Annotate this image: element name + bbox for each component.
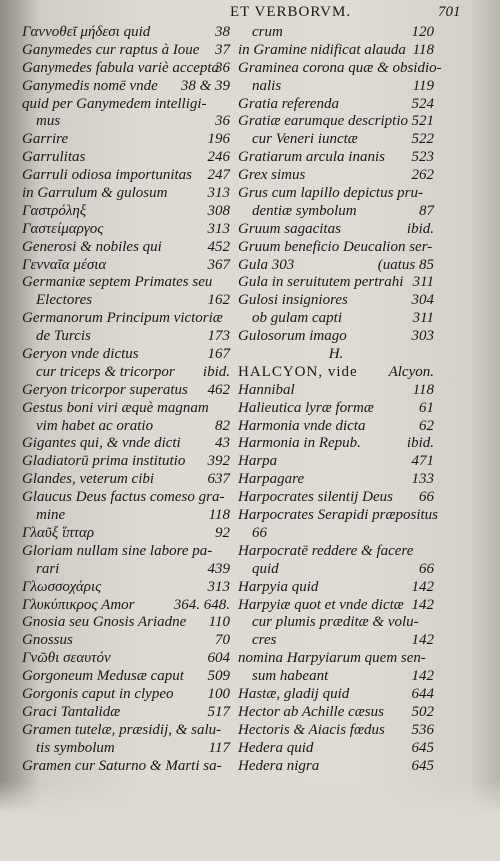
- index-entry-term: Harpa: [238, 453, 278, 470]
- index-entry-page-ref: Alcyon.: [388, 363, 434, 380]
- index-entry-page-ref: 37: [215, 41, 230, 58]
- index-entry-page-ref: 100: [207, 685, 230, 702]
- index-entry-page-ref: 43: [215, 435, 230, 452]
- index-entry: [22, 507, 230, 525]
- index-entry-term: nalis: [252, 77, 282, 94]
- index-entry-term: HALCYON, vide: [238, 363, 358, 380]
- index-entry-term: Geryon vnde dictus: [22, 346, 139, 363]
- index-entry-term: Hedera nigra: [238, 757, 320, 774]
- index-entry-term: Gulosorum imago: [238, 328, 347, 345]
- index-entry-page-ref: 304: [411, 292, 434, 309]
- index-entry-term: Γαννοθεῖ μήδεσι quid: [22, 24, 151, 40]
- index-entry: [238, 42, 434, 60]
- index-entry-page-ref: 119: [412, 77, 434, 94]
- index-entry: [238, 418, 434, 436]
- index-entry-term: Gorgoneum Medusæ caput: [22, 668, 184, 685]
- index-entry-term: Hannibal: [238, 381, 295, 398]
- index-entry-term: Γενναῖα μέσια: [22, 256, 107, 273]
- index-entry-term: Gnosia seu Gnosis Ariadne: [22, 614, 187, 631]
- index-entry-page-ref: 38 & 39: [180, 77, 230, 94]
- index-entry: [238, 221, 434, 239]
- index-entry-term: Γαστείμαργος: [22, 220, 104, 237]
- index-entry: [22, 203, 230, 221]
- index-entry-term: quid: [252, 560, 279, 577]
- index-entry-term: cur plumis præditæ & volu-: [252, 614, 419, 631]
- index-entry-term: Geryon tricorpor superatus: [22, 381, 188, 398]
- index-entry-term: Hedera quid: [238, 739, 314, 756]
- index-entry-page-ref: 142: [411, 668, 434, 685]
- index-entry: [238, 740, 434, 758]
- index-entry-term: cur triceps & tricorpor: [36, 363, 175, 380]
- index-entry: [238, 471, 434, 489]
- index-entry-term: Hectoris & Aiacis fœdus: [238, 721, 385, 738]
- index-entry: [238, 310, 434, 328]
- index-entry: [22, 418, 230, 436]
- index-entry-term: Gestus boni viri æquè magnam: [22, 399, 209, 416]
- index-entry-term: rari: [36, 560, 60, 577]
- index-entry-page-ref: ibid.: [202, 363, 230, 380]
- index-entry: [22, 489, 230, 507]
- index-entry: [238, 382, 434, 400]
- index-entry-page-ref: 167: [207, 346, 230, 363]
- index-entry-term: Harmonia in Repub.: [238, 435, 361, 452]
- index-entry-page-ref: 439: [207, 560, 230, 577]
- index-entry: [22, 221, 230, 239]
- index-entry-term: Harmonia vnde dicta: [238, 417, 366, 434]
- index-entry: [22, 686, 230, 704]
- index-entry-term: Ganymedes cur raptus à Ioue: [22, 41, 200, 58]
- index-entry: [22, 471, 230, 489]
- index-entry-page-ref: 311: [412, 274, 434, 291]
- index-entry: [22, 167, 230, 185]
- index-entry-term: Garrire: [22, 131, 69, 148]
- index-entry-term: tis symbolum: [36, 739, 115, 756]
- index-entry-page-ref: (uatus 85: [377, 256, 434, 273]
- index-entry: [238, 346, 434, 364]
- index-entry-term: Germaniæ septem Primates seu: [22, 274, 213, 291]
- index-entry: [22, 561, 230, 579]
- index-entry-term: de Turcis: [36, 328, 91, 345]
- index-entry: [238, 239, 434, 257]
- index-entry-term: vim habet ac oratio: [36, 417, 154, 434]
- index-entry-page-ref: 452: [207, 238, 230, 255]
- index-entry-term: cres: [252, 632, 277, 649]
- index-column-right: [238, 24, 442, 775]
- index-entry-term: Gnossus: [22, 632, 73, 649]
- index-entry-page-ref: 36: [215, 59, 230, 76]
- index-entry: [22, 239, 230, 257]
- index-entry: [22, 328, 230, 346]
- index-entry-term: mus: [36, 113, 61, 130]
- index-entry-page-ref: 509: [207, 668, 230, 685]
- index-entry-page-ref: 262: [411, 167, 434, 184]
- index-entry: [22, 24, 230, 42]
- index-entry-page-ref: 133: [411, 471, 434, 488]
- index-entry: [238, 149, 434, 167]
- index-entry-term: Gula 303: [238, 256, 295, 273]
- index-entry-term: Graci Tantalidæ: [22, 703, 121, 720]
- index-entry-page-ref: 502: [411, 703, 434, 720]
- index-entry: [22, 310, 230, 328]
- index-entry-term: Gruum beneficio Deucalion ser-: [238, 238, 433, 255]
- index-entry-term: Garrulitas: [22, 149, 86, 166]
- index-entry-page-ref: 645: [411, 757, 434, 774]
- index-entry-page-ref: ibid.: [406, 220, 434, 237]
- index-entry-page-ref: 246: [207, 149, 230, 166]
- index-entry-term: Gratiæ earumque descriptio: [238, 113, 408, 130]
- index-entry: [22, 758, 230, 776]
- index-entry-term: Graminea corona quæ & obsidio-: [238, 59, 442, 76]
- index-entry: [238, 96, 434, 114]
- index-entry-term: in Garrulum & gulosum: [22, 185, 168, 202]
- index-column-left: [22, 24, 230, 775]
- index-entry: [238, 453, 434, 471]
- index-entry-term: Halieutica lyræ formæ: [238, 399, 374, 416]
- index-entry-term: Gigantes qui, & vnde dicti: [22, 435, 181, 452]
- index-entry-term: Germanorum Principum victoriæ: [22, 310, 223, 327]
- index-entry: [22, 579, 230, 597]
- index-entry-page-ref: 367: [207, 256, 230, 273]
- index-entry-term: Glaucus Deus factus comeso gra-: [22, 489, 225, 506]
- index-entry: [238, 668, 434, 686]
- index-entry-page-ref: 536: [411, 721, 434, 738]
- index-entry-term: Gladiatorū prima institutio: [22, 453, 186, 470]
- page-number: 701: [438, 4, 461, 20]
- index-entry-page-ref: 303: [411, 328, 434, 345]
- index-entry: [22, 435, 230, 453]
- index-entry-page-ref: 313: [207, 220, 230, 237]
- index-entry-term: Gula in seruitutem pertrahi: [238, 274, 404, 291]
- index-entry-term: Gloriam nullam sine labore pa-: [22, 542, 213, 559]
- index-entry-page-ref: 62: [419, 417, 434, 434]
- index-entry-page-ref: 110: [208, 614, 230, 631]
- index-entry-term: H.: [328, 346, 344, 363]
- index-entry-term: Gramen tutelæ, præsidij, & salu-: [22, 721, 222, 738]
- index-entry: [22, 364, 230, 382]
- index-entry-page-ref: 87: [419, 202, 434, 219]
- index-entry-page-ref: 364. 648.: [173, 596, 230, 613]
- index-entry: [238, 579, 434, 597]
- index-entry: [238, 722, 434, 740]
- index-entry-page-ref: 462: [207, 381, 230, 398]
- index-entry: [22, 668, 230, 686]
- index-entry-term: in Gramine nidificat alauda: [238, 41, 406, 58]
- index-entry: [22, 96, 230, 114]
- index-entry-page-ref: 644: [411, 685, 434, 702]
- index-entry-page-ref: 313: [207, 185, 230, 202]
- index-entry: [22, 113, 230, 131]
- index-entry-term: crum: [252, 24, 283, 40]
- index-entry: [22, 60, 230, 78]
- index-entry-term: Γλαῦξ ἵπταρ: [22, 524, 95, 541]
- index-entry: [238, 650, 434, 668]
- page-bottom-margin: [0, 781, 500, 861]
- index-entry-page-ref: 117: [208, 739, 230, 756]
- index-entry-page-ref: 637: [207, 471, 230, 488]
- index-entry: [22, 131, 230, 149]
- index-entry-page-ref: 120: [411, 24, 434, 40]
- index-entry-term: Gratiarum arcula inanis: [238, 149, 385, 166]
- index-entry-term: Grex simus: [238, 167, 306, 184]
- index-entry: [238, 78, 434, 96]
- index-entry: [22, 42, 230, 60]
- index-entry-term: Harpocrates Serapidi præpositus: [238, 507, 439, 524]
- index-entry-term: Harpagare: [238, 471, 305, 488]
- index-entry-page-ref: 82: [215, 417, 230, 434]
- index-entry-term: Gruum sagacitas: [238, 220, 341, 237]
- index-entry-page-ref: 521: [411, 113, 434, 130]
- index-entry-page-ref: 118: [412, 41, 434, 58]
- index-entry: [22, 740, 230, 758]
- index-entry-page-ref: 173: [207, 328, 230, 345]
- index-entry-page-ref: 247: [207, 167, 230, 184]
- index-entry: [238, 59, 442, 78]
- index-entry-term: Gramen cur Saturno & Marti sa-: [22, 757, 222, 774]
- index-entry-term: nomina Harpyiarum quem sen-: [238, 650, 426, 667]
- index-entry: [22, 274, 230, 292]
- index-entry: [238, 274, 434, 292]
- index-entry: [22, 185, 230, 203]
- index-entry-term: Γαστρόληξ: [22, 202, 87, 219]
- index-entry: [238, 203, 434, 221]
- index-entry-page-ref: 66: [419, 489, 434, 506]
- index-entry-page-ref: 61: [419, 399, 434, 416]
- index-entry-term: Harpocrates silentij Deus: [238, 489, 393, 506]
- index-entry: [22, 400, 230, 418]
- index-entry: [238, 489, 434, 507]
- index-entry: [238, 167, 434, 185]
- index-entry-term: Grus cum lapillo depictus pru-: [238, 185, 423, 202]
- index-entry: [22, 650, 230, 668]
- index-entry-term: mine: [36, 507, 66, 524]
- index-entry-page-ref: 308: [207, 202, 230, 219]
- index-entry-page-ref: 142: [411, 578, 434, 595]
- index-entry-term: dentiæ symbolum: [252, 202, 357, 219]
- index-entry: [22, 346, 230, 364]
- index-entry-term: ob gulam capti: [252, 310, 342, 327]
- index-entry-page-ref: 517: [207, 703, 230, 720]
- index-entry-page-ref: 524: [411, 95, 434, 112]
- index-entry: [238, 435, 434, 453]
- index-entry-page-ref: 196: [207, 131, 230, 148]
- index-entry-term: Generosi & nobiles qui: [22, 238, 162, 255]
- index-entry-page-ref: ibid.: [406, 435, 434, 452]
- index-entry-page-ref: 311: [412, 310, 434, 327]
- index-entry: [22, 453, 230, 471]
- index-entry: [238, 758, 434, 776]
- index-entry: [22, 597, 230, 615]
- index-entry-term: Gratia referenda: [238, 95, 339, 112]
- index-entry: [238, 364, 434, 382]
- index-entry-page-ref: 471: [411, 453, 434, 470]
- index-entry-page-ref: 313: [207, 578, 230, 595]
- index-entry-page-ref: 92: [215, 524, 230, 541]
- index-entry-page-ref: 70: [215, 632, 230, 649]
- index-entry-page-ref: 36: [215, 113, 230, 130]
- index-entry-term: Γλυκύπικρος Amor: [22, 596, 135, 613]
- index-entry-page-ref: 645: [411, 739, 434, 756]
- running-head: ET VERBORVM.: [230, 4, 352, 20]
- index-entry-page-ref: 142: [411, 632, 434, 649]
- index-entry-term: Γλωσσοχάρις: [22, 578, 102, 595]
- index-entry-term: cur Veneri iunctæ: [252, 131, 358, 148]
- index-entry: [238, 113, 434, 131]
- index-entry: [238, 704, 434, 722]
- index-entry-page-ref: 38: [215, 24, 230, 40]
- index-entry-page-ref: 523: [411, 149, 434, 166]
- index-entry: [238, 632, 434, 650]
- index-entry-term: sum habeant: [252, 668, 329, 685]
- index-entry-term: Hector ab Achille cæsus: [238, 703, 384, 720]
- index-entry: [22, 704, 230, 722]
- index-entry: [238, 525, 434, 543]
- index-entry: [238, 561, 434, 579]
- index-entry: [238, 614, 434, 632]
- index-entry-term: Harpyiæ quot et vnde dictæ: [238, 596, 404, 613]
- index-entry-term: Garruli odiosa importunitas: [22, 167, 193, 184]
- index-entry-term: 66: [252, 524, 267, 541]
- index-entry: [22, 382, 230, 400]
- index-entry: [238, 292, 434, 310]
- index-entry: [238, 185, 434, 203]
- index-entry: [238, 597, 434, 615]
- index-entry-page-ref: 66: [419, 560, 434, 577]
- index-entry-page-ref: 118: [412, 381, 434, 398]
- index-entry-page-ref: 392: [207, 453, 230, 470]
- index-entry-page-ref: 604: [207, 650, 230, 667]
- index-entry-page-ref: 142: [411, 596, 434, 613]
- index-entry-term: Gorgonis caput in clypeo: [22, 685, 174, 702]
- index-entry-term: quid per Ganymedem intelligi-: [22, 95, 207, 112]
- index-entry-term: Harpocratē reddere & facere: [238, 542, 414, 559]
- index-entry: [22, 78, 230, 96]
- index-entry: [238, 507, 439, 525]
- index-entry: [238, 686, 434, 704]
- index-entry-term: Ganymedis nomē vnde: [22, 77, 158, 94]
- index-entry: [238, 131, 434, 149]
- index-entry: [22, 632, 230, 650]
- index-entry-term: Electores: [36, 292, 93, 309]
- index-entry-term: Glandes, veterum cibi: [22, 471, 155, 488]
- index-entry: [22, 543, 230, 561]
- index-entry: [22, 614, 230, 632]
- index-entry-term: Ganymedes fabula variè accepta: [22, 59, 220, 76]
- index-entry: [22, 722, 230, 740]
- index-entry-term: Hastæ, gladij quid: [238, 685, 350, 702]
- index-entry: [22, 149, 230, 167]
- index-entry-page-ref: 162: [207, 292, 230, 309]
- index-entry: [238, 400, 434, 418]
- index-entry: [22, 292, 230, 310]
- index-entry: [238, 543, 434, 561]
- index-entry-term: Harpyia quid: [238, 578, 319, 595]
- index-entry: [238, 328, 434, 346]
- index-entry-term: Γνῶθι σεαυτόν: [22, 650, 111, 667]
- index-entry: [238, 24, 434, 42]
- index-entry-page-ref: 118: [208, 507, 230, 524]
- index-entry: [22, 257, 230, 275]
- index-entry: [22, 525, 230, 543]
- index-entry-page-ref: 522: [411, 131, 434, 148]
- index-entry-term: Gulosi insigniores: [238, 292, 348, 309]
- index-entry: [238, 257, 434, 275]
